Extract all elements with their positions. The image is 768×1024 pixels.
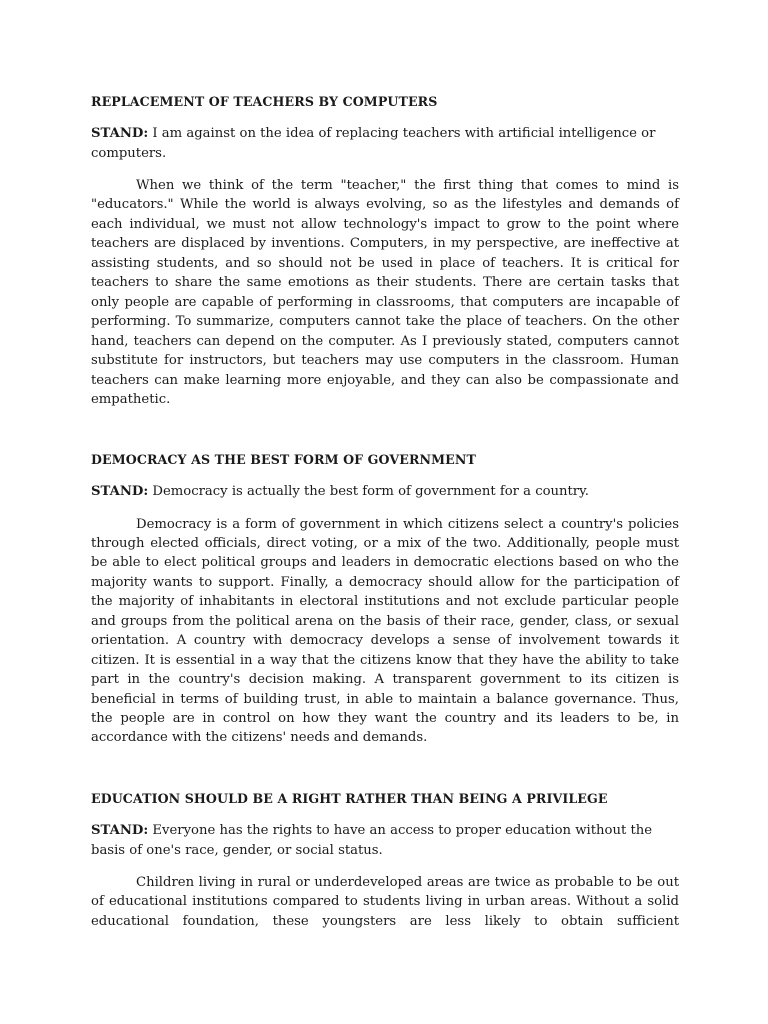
stand-label: STAND: xyxy=(91,484,149,499)
section-body: When we think of the term "teacher," the first thing that comes to mind is "educators." While the world is always evolving, so as the lifestyles and demands of each individual, we must not allow technology's impact to grow to the point where teachers are displaced by inventions. Computers, in my perspective, are ineffective at assisting students, and so should not be used in place of teachers. It is critical for teachers to share the same emotions as their students. There are certain tasks that only people are capable of performing in classrooms, that computers are incapable of performing. To summarize, computers cannot take the place of teachers. On the other hand, teachers can depend on the computer. As I previously stated, computers cannot substitute for instructors, but teachers may use computers in the classroom. Human teachers can make learning more enjoyable, and they can also be compassionate and empathetic. xyxy=(91,178,679,407)
stand-statement xyxy=(91,124,679,163)
section-heading: EDUCATION SHOULD BE A RIGHT RATHER THAN BEING A PRIVILEGE xyxy=(91,791,608,806)
stand-text: Democracy is actually the best form of government for a country. xyxy=(148,484,590,499)
essay-section-education xyxy=(91,789,679,931)
section-heading: REPLACEMENT OF TEACHERS BY COMPUTERS xyxy=(91,94,438,109)
stand-label: STAND: xyxy=(91,126,149,141)
stand-text: I am against on the idea of replacing teachers with artificial intelligence or computers. xyxy=(91,126,656,161)
essay-section-democracy xyxy=(91,450,679,748)
section-heading: DEMOCRACY AS THE BEST FORM OF GOVERNMENT xyxy=(91,452,476,467)
stand-text: Everyone has the rights to have an access to proper education without the basis of one's race, gender, or social status. xyxy=(91,823,653,858)
stand-label: STAND: xyxy=(91,823,149,838)
section-body: Children living in rural or underdeveloped areas are twice as probable to be out of educational institutions compared to students living in urban areas. Without a solid educational foundation, these youngsters are less likely to obtain sufficient xyxy=(91,875,679,929)
stand-statement xyxy=(91,482,679,502)
essay-section-teachers xyxy=(91,92,679,409)
stand-statement xyxy=(91,821,679,860)
section-body: Democracy is a form of government in which citizens select a country's policies through elected officials, direct voting, or a mix of the two. Additionally, people must be able to elect political groups and leaders in democratic elections based on who the majority wants to support. Finally, a democracy should allow for the participation of the majority of inhabitants in electoral institutions and not exclude particular people and groups from the political arena on the basis of their race, gender, class, or sexual orientation. A country with democracy develops a sense of involvement towards it citizen. It is essential in a way that the citizens know that they have the ability to take part in the country's decision making. A transparent government to its citizen is beneficial in terms of building trust, in able to maintain a balance governance. Thus, the people are in control on how they want the country and its leaders to be, in accordance with the citizens' needs and demands. xyxy=(91,516,679,746)
